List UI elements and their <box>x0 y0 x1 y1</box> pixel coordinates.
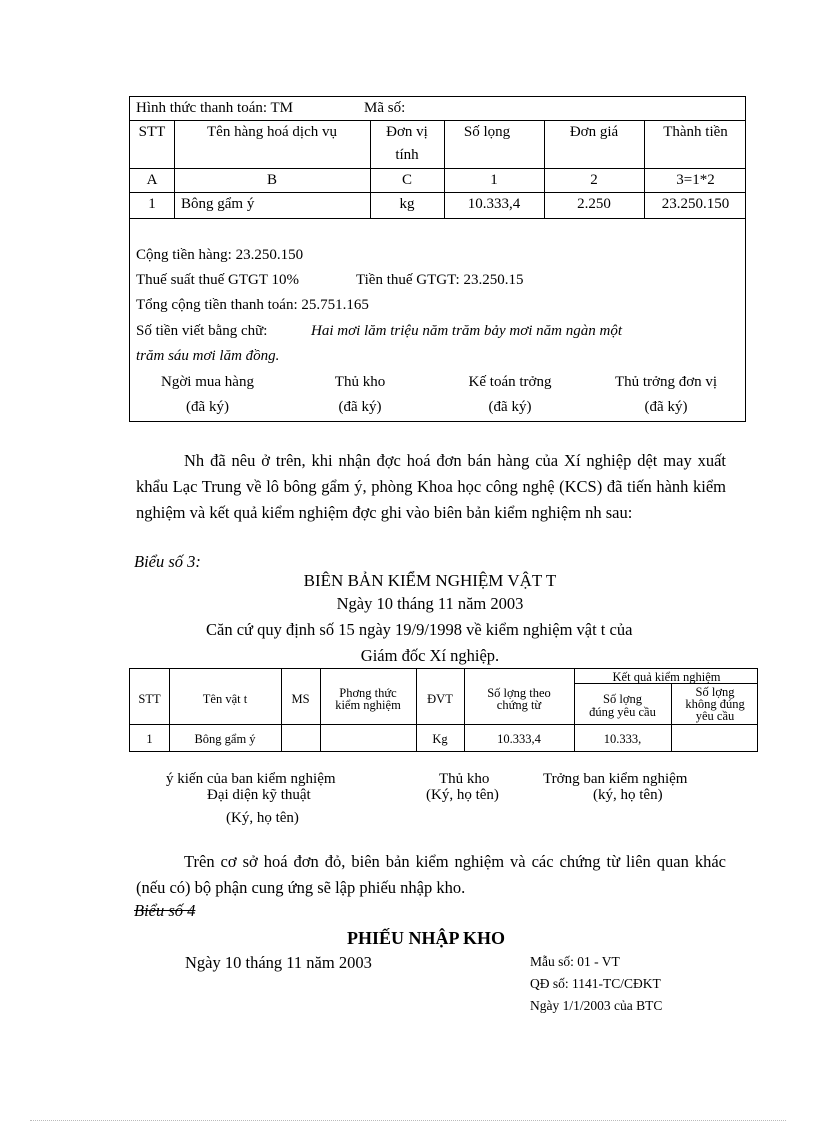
code-c: C <box>401 172 412 188</box>
sign-store: Thủ kho <box>439 771 490 787</box>
header-price: Đơn giá <box>569 124 619 140</box>
invoice-table <box>129 96 746 422</box>
signed-buyer: (đã ký) <box>186 399 229 415</box>
code-a: A <box>146 172 158 188</box>
form4-issued: Ngày 1/1/2003 của BTC <box>530 998 663 1013</box>
code-3: 3=1*2 <box>676 172 715 188</box>
t2-row-name: Bông gẩm ý <box>194 732 256 746</box>
amount-words-1: Hai mơi lăm triệu năm trăm bảy mơi năm ngàn một <box>311 323 623 339</box>
form3-label: Biểu số 3: <box>134 552 201 571</box>
t2-header-method-2: kiểm nghiệm <box>335 698 401 712</box>
header-unit: Đơn vị <box>386 124 428 140</box>
t2-header-unit: ĐVT <box>427 692 453 706</box>
t2-header-bad-2: không đúng <box>685 697 745 711</box>
header-unit-2: tính <box>395 147 419 163</box>
form4-label: Biểu số 4 <box>134 901 196 920</box>
header-qty: Số lọng <box>463 124 511 140</box>
total-goods: Cộng tiền hàng: 23.250.150 <box>136 247 304 263</box>
form4-date: Ngày 10 tháng 11 năm 2003 <box>185 953 372 972</box>
t2-header-ok-1: Số lợng <box>603 692 642 706</box>
code-2: 2 <box>590 172 598 188</box>
t2-header-name: Tên vật t <box>202 692 248 706</box>
amount-words-label: Số tiền viết bằng chữ: <box>136 323 268 339</box>
signer-accountant: Kế toán trởng <box>468 374 552 390</box>
form3-date: Ngày 10 tháng 11 năm 2003 <box>336 594 524 613</box>
item-price: 2.250 <box>577 196 611 212</box>
form3-title: BIÊN BẢN KIỂM NGHIỆM VẬT T <box>303 571 557 590</box>
t2-header-ms: MS <box>291 692 310 706</box>
t2-header-qty-2: chứng từ <box>496 698 542 712</box>
form4-title: PHIẾU NHẬP KHO <box>347 928 506 948</box>
t2-header-stt: STT <box>138 692 161 706</box>
amount-words-2: trăm sáu mơi lăm đồng. <box>136 348 280 364</box>
form3-basis-1: Căn cứ quy định số 15 ngày 19/9/1998 về kiểm nghiệm vật t của <box>206 620 633 639</box>
t2-row-unit: Kg <box>432 732 448 746</box>
form4-template: Mẫu số: 01 - VT <box>530 954 620 969</box>
grand-total: Tổng cộng tiền thanh toán: 25.751.165 <box>136 297 369 313</box>
form3-basis-2: Giám đốc Xí nghiệp. <box>360 646 500 665</box>
vat-rate: Thuế suất thuế GTGT 10% <box>136 272 300 288</box>
t2-row-qty: 10.333,4 <box>497 732 541 746</box>
signer-director: Thủ trởng đơn vị <box>614 374 718 390</box>
sign-tech-sub: (Ký, họ tên) <box>226 810 299 826</box>
header-stt: STT <box>138 124 166 140</box>
sign-head: Trởng ban kiểm nghiệm <box>543 771 688 787</box>
item-amount: 23.250.150 <box>661 196 730 212</box>
t2-header-bad-3: yêu cầu <box>695 709 735 723</box>
payment-method: Hình thức thanh toán: TM <box>136 100 294 116</box>
header-amount: Thành tiền <box>663 124 728 140</box>
header-goods: Tên hàng hoá dịch vụ <box>207 124 337 140</box>
t2-row-stt: 1 <box>146 732 153 746</box>
item-qty: 10.333,4 <box>467 196 521 212</box>
signer-storekeeper: Thủ kho <box>334 374 386 390</box>
page-footer-rule <box>30 1120 786 1121</box>
sign-tech: Đại diện kỹ thuật <box>207 787 311 803</box>
t2-header-bad-1: Số lợng <box>695 685 735 699</box>
signed-accountant: (đã ký) <box>488 399 532 415</box>
paragraph-inspection: Nh đã nêu ở trên, khi nhận đợc hoá đơn bán hàng của Xí nghiệp dệt may xuất khẩu Lạc Trung về lô bông gẩm ý, phòng Khoa học công nghệ (KCS) đã tiến hành kiểm nghiệm và kết quả kiểm nghiệm đợc ghi vào biên bản kiểm nghiệm nh sau: <box>136 451 726 522</box>
item-stt: 1 <box>148 196 156 212</box>
t2-header-ok-2: đúng yêu cầu <box>589 705 656 719</box>
item-unit: kg <box>399 196 415 212</box>
inspection-table <box>129 668 758 752</box>
t2-row-ok: 10.333, <box>603 732 642 746</box>
t2-header-result: Kết quả kiểm nghiệm <box>612 670 721 684</box>
code-b: B <box>266 172 277 188</box>
vat-amount: Tiền thuế GTGT: 23.250.15 <box>356 272 524 288</box>
signer-buyer: Ngời mua hàng <box>161 374 254 390</box>
code-1: 1 <box>490 172 498 188</box>
sign-store-sub: (Ký, họ tên) <box>426 787 499 803</box>
signed-director: (đã ký) <box>644 399 688 415</box>
form4-decision: QĐ số: 1141-TC/CĐKT <box>530 976 661 991</box>
t2-header-qty-1: Số lợng theo <box>487 686 551 700</box>
t2-header-method-1: Phơng thức <box>339 686 397 700</box>
code-label: Mã số: <box>364 100 406 116</box>
sign-opinion: ý kiến của ban kiểm nghiệm <box>166 771 336 787</box>
paragraph-receipt: Trên cơ sở hoá đơn đỏ, biên bản kiểm nghiệm và các chứng từ liên quan khác (nếu có) bộ phận cung ứng sẽ lập phiếu nhập kho. <box>136 852 726 897</box>
sign-head-sub: (ký, họ tên) <box>593 787 663 803</box>
signed-storekeeper: (đã ký) <box>338 399 382 415</box>
item-name: Bông gẩm ý <box>181 196 255 212</box>
